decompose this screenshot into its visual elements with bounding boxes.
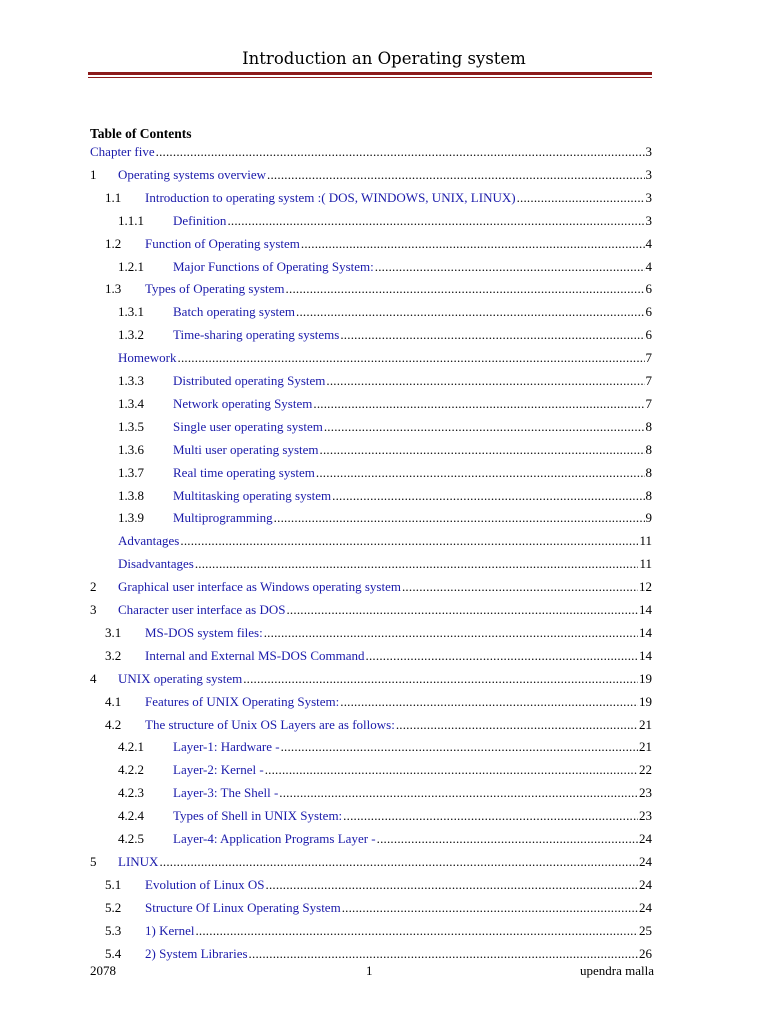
toc-entry-page: 7 xyxy=(645,373,652,388)
toc-entry[interactable] xyxy=(105,281,652,299)
toc-entry-page: 24 xyxy=(639,899,652,915)
toc-entry-number: 5.4 xyxy=(105,945,122,961)
toc-entry-leader xyxy=(227,213,644,229)
toc-entry-title[interactable]: Structure Of Linux Operating System xyxy=(145,899,341,915)
toc-entry-page: 3 xyxy=(645,189,652,205)
toc-entry-leader xyxy=(377,831,638,847)
toc-entry-number: 1.3.4 xyxy=(118,395,144,411)
toc-entry-page: 4 xyxy=(645,258,652,274)
toc-entry-title[interactable]: Definition xyxy=(173,212,227,228)
toc-entry-title[interactable]: Distributed operating System xyxy=(173,373,326,388)
toc-entry-title[interactable]: Major Functions of Operating System: xyxy=(173,258,374,274)
toc-entry-leader xyxy=(279,785,638,801)
toc-entry[interactable] xyxy=(118,327,652,345)
toc-entry-page: 11 xyxy=(639,533,652,549)
toc-entry-leader xyxy=(266,877,638,893)
toc-entry-page: 19 xyxy=(639,693,652,709)
toc-entry-number: 2 xyxy=(90,579,97,595)
toc-entry-leader xyxy=(396,717,638,733)
toc-entry-number: 4 xyxy=(90,670,97,686)
toc-entry-leader xyxy=(332,488,644,504)
toc-entry-number: 1.1.1 xyxy=(118,212,144,228)
footer-year: 2078 xyxy=(90,963,116,978)
toc-entry-leader xyxy=(375,259,645,275)
toc-entry[interactable] xyxy=(118,831,652,849)
toc-entry-page: 6 xyxy=(645,281,652,297)
toc-entry-page: 21 xyxy=(639,716,652,732)
toc-entry[interactable] xyxy=(90,144,652,162)
toc-entry[interactable] xyxy=(118,556,652,574)
toc-entry[interactable] xyxy=(118,808,652,826)
toc-entry-page: 8 xyxy=(645,464,652,480)
toc-entry-leader xyxy=(313,396,644,412)
toc-entry-number: 1.3.8 xyxy=(118,487,144,503)
toc-entry[interactable] xyxy=(90,602,652,620)
toc-entry-title[interactable]: Multiprogramming xyxy=(173,510,273,526)
toc-entry-title[interactable]: Function of Operating system xyxy=(145,235,300,251)
toc-entry-page: 22 xyxy=(639,762,652,778)
toc-entry-number: 5 xyxy=(90,853,97,869)
toc-entry-page: 26 xyxy=(639,945,652,961)
toc-entry[interactable] xyxy=(118,350,652,368)
toc-entry-title[interactable]: Advantages xyxy=(118,533,180,549)
toc-entry-title[interactable]: Introduction to operating system :( DOS, WINDOWS, UNIX, LINUX) xyxy=(145,189,516,205)
toc-entry-title[interactable]: MS-DOS system files: xyxy=(145,624,263,640)
footer-page-number: 1 xyxy=(366,963,373,978)
toc-entry-number: 1.3 xyxy=(105,281,122,297)
toc-entry-number: 1.3.1 xyxy=(118,304,144,320)
toc-entry[interactable] xyxy=(90,166,652,185)
toc-entry[interactable] xyxy=(118,373,652,391)
toc-entry-title[interactable]: Graphical user interface as Windows operating system xyxy=(118,579,401,595)
toc-entry-leader xyxy=(286,602,638,618)
toc-entry-leader xyxy=(159,854,638,870)
toc-entry-leader xyxy=(343,808,638,824)
toc-entry-title[interactable]: 1) Kernel xyxy=(145,922,195,938)
toc-entry-page: 3 xyxy=(645,212,652,228)
toc-entry[interactable] xyxy=(105,189,652,208)
toc-entry-number: 4.2.4 xyxy=(118,808,144,824)
toc-entry-leader xyxy=(296,304,644,320)
toc-entry-number: 4.2.5 xyxy=(118,831,144,846)
toc-entry-title[interactable]: Internal and External MS-DOS Command xyxy=(145,647,365,663)
toc-entry-leader xyxy=(366,648,638,664)
toc-entry-number: 5.2 xyxy=(105,899,122,915)
toc-entry-title[interactable]: Homework xyxy=(118,350,177,366)
page-title: Introduction an Operating system xyxy=(242,49,526,68)
toc-entry-page: 6 xyxy=(645,327,652,343)
toc-entry-title[interactable]: Operating systems overview xyxy=(118,166,267,182)
toc-entry-page: 6 xyxy=(645,304,652,320)
toc-entry-title[interactable]: Single user operating system xyxy=(173,418,323,434)
toc-entry-title[interactable]: Layer-4: Application Programs Layer - xyxy=(173,831,376,846)
toc-entry-number: 1.3.5 xyxy=(118,418,144,434)
toc-entry-number: 1.3.6 xyxy=(118,441,144,457)
toc-entry[interactable] xyxy=(105,876,652,895)
toc-entry[interactable] xyxy=(118,785,652,803)
toc-entry[interactable] xyxy=(118,418,652,437)
toc-entry[interactable] xyxy=(118,464,652,483)
toc-entry[interactable] xyxy=(118,212,652,231)
toc-entry-leader xyxy=(267,167,644,183)
toc-entry-leader xyxy=(180,533,638,549)
toc-entry[interactable] xyxy=(105,693,652,712)
toc-entry[interactable] xyxy=(118,487,652,506)
toc-entry[interactable] xyxy=(118,304,652,322)
toc-entry-title[interactable]: Network operating System xyxy=(173,395,313,411)
toc-entry-leader xyxy=(264,625,638,641)
toc-entry-page: 25 xyxy=(639,922,652,938)
toc-entry-number: 4.2 xyxy=(105,716,122,732)
toc-entry-number: 1.3.9 xyxy=(118,510,144,526)
toc-entry-leader xyxy=(249,946,638,962)
toc-entry-title[interactable]: Chapter five xyxy=(90,144,155,159)
toc-entry-page: 14 xyxy=(639,647,652,663)
toc-entry-leader xyxy=(517,190,645,206)
toc-entry-title[interactable]: Layer-3: The Shell - xyxy=(173,785,279,801)
toc-entry-page: 3 xyxy=(645,166,652,182)
toc-entry-title[interactable]: Types of Shell in UNIX System: xyxy=(173,808,343,824)
toc-entry-title[interactable]: Character user interface as DOS xyxy=(118,602,286,617)
toc-entry-leader xyxy=(286,281,645,297)
footer-author: upendra malla xyxy=(580,963,654,978)
toc-entry-leader xyxy=(301,236,645,252)
toc-entry-leader xyxy=(195,556,639,572)
toc-entry-title[interactable]: Layer-1: Hardware - xyxy=(173,739,280,755)
toc-entry[interactable] xyxy=(105,899,652,918)
toc-entry-page: 8 xyxy=(645,418,652,434)
toc-entry[interactable] xyxy=(118,739,652,757)
toc-entry[interactable] xyxy=(118,441,652,460)
toc-entry-leader xyxy=(340,694,638,710)
toc-entry-leader xyxy=(274,510,645,526)
toc-entry-number: 1.2 xyxy=(105,235,122,251)
toc-entry-leader xyxy=(320,442,645,458)
toc-entry-title[interactable]: Batch operating system xyxy=(173,304,296,320)
toc-entry-number: 1.3.2 xyxy=(118,327,144,343)
toc-entry-leader xyxy=(243,671,638,687)
toc-entry[interactable] xyxy=(105,716,652,735)
toc-entry-page: 14 xyxy=(639,602,652,617)
toc-entry-page: 21 xyxy=(639,739,652,755)
toc-entry-number: 1 xyxy=(90,166,97,182)
toc-entry-leader xyxy=(324,419,645,435)
toc-entry[interactable] xyxy=(105,945,652,964)
toc-entry-page: 8 xyxy=(645,441,652,457)
toc-entry-leader xyxy=(265,762,638,778)
toc-entry-page: 8 xyxy=(645,487,652,503)
toc-entry-leader xyxy=(340,327,644,343)
toc-entry-title[interactable]: Time-sharing operating systems xyxy=(173,327,340,343)
toc-entry-leader xyxy=(195,923,638,939)
toc-entry[interactable] xyxy=(105,922,652,941)
toc-entry[interactable] xyxy=(118,258,652,277)
toc-entry[interactable] xyxy=(90,579,652,597)
toc-entry-page: 11 xyxy=(639,556,652,572)
toc-entry-title[interactable]: Features of UNIX Operating System: xyxy=(145,693,340,709)
toc-entry-number: 1.1 xyxy=(105,189,122,205)
toc-entry[interactable] xyxy=(90,670,652,689)
toc-entry-title[interactable]: Real time operating system xyxy=(173,464,315,480)
toc-entry-number: 4.2.1 xyxy=(118,739,144,755)
toc-entry-leader xyxy=(156,144,645,160)
toc-entry-page: 4 xyxy=(645,235,652,251)
toc-entry[interactable] xyxy=(118,510,652,528)
toc-entry-page: 24 xyxy=(639,853,652,869)
toc-entry[interactable] xyxy=(105,624,652,643)
toc-entry-title[interactable]: Evolution of Linux OS xyxy=(145,876,265,892)
toc-entry-title[interactable]: The structure of Unix OS Layers are as follows: xyxy=(145,716,395,732)
toc-entry-title[interactable]: 2) System Libraries xyxy=(145,945,248,961)
toc-entry[interactable] xyxy=(105,647,652,666)
toc-entry-page: 12 xyxy=(639,579,652,595)
toc-entry[interactable] xyxy=(118,395,652,414)
toc-entry-leader xyxy=(402,579,638,595)
toc-entry-title[interactable]: LINUX xyxy=(118,853,159,869)
toc-entry-number: 1.3.7 xyxy=(118,464,144,480)
toc-entry-page: 24 xyxy=(639,831,652,846)
toc-entry[interactable] xyxy=(118,762,652,780)
toc-entry-number: 4.2.3 xyxy=(118,785,144,801)
toc-entry-leader xyxy=(178,350,645,366)
toc-entry-page: 7 xyxy=(645,395,652,411)
toc-entry-number: 1.3.3 xyxy=(118,373,144,388)
toc-entry-page: 23 xyxy=(639,808,652,824)
toc-entry-number: 3 xyxy=(90,602,97,617)
toc-entry-title[interactable]: Disadvantages xyxy=(118,556,194,572)
toc-entry-number: 5.1 xyxy=(105,876,122,892)
toc-entry-leader xyxy=(281,739,638,755)
toc-entry-page: 24 xyxy=(639,876,652,892)
toc-entry-page: 9 xyxy=(645,510,652,526)
toc-entry[interactable] xyxy=(90,853,652,872)
toc-entry-page: 23 xyxy=(639,785,652,801)
toc-entry-number: 3.1 xyxy=(105,624,122,640)
toc-entry-title[interactable]: Layer-2: Kernel - xyxy=(173,762,264,778)
toc-entry-page: 19 xyxy=(639,670,652,686)
toc-entry-title[interactable]: Types of Operating system xyxy=(145,281,285,297)
toc-entry-number: 1.2.1 xyxy=(118,258,144,274)
toc-entry-leader xyxy=(326,373,644,389)
toc-entry-page: 3 xyxy=(645,144,652,159)
toc-entry-number: 4.2.2 xyxy=(118,762,144,778)
toc-entry[interactable] xyxy=(118,533,652,551)
toc-entry[interactable] xyxy=(105,235,652,254)
toc-entry-title[interactable]: Multitasking operating system xyxy=(173,487,332,503)
toc-entry-leader xyxy=(342,900,638,916)
toc-entry-title[interactable]: UNIX operating system xyxy=(118,670,243,686)
toc-entry-number: 3.2 xyxy=(105,647,122,663)
toc-entry-page: 14 xyxy=(639,624,652,640)
toc-entry-title[interactable]: Multi user operating system xyxy=(173,441,319,457)
toc-entry-leader xyxy=(316,465,645,481)
toc-entry-page: 7 xyxy=(645,350,652,366)
toc-heading: Table of Contents xyxy=(90,126,192,141)
toc-entry-number: 4.1 xyxy=(105,693,122,709)
toc-entry-number: 5.3 xyxy=(105,922,122,938)
